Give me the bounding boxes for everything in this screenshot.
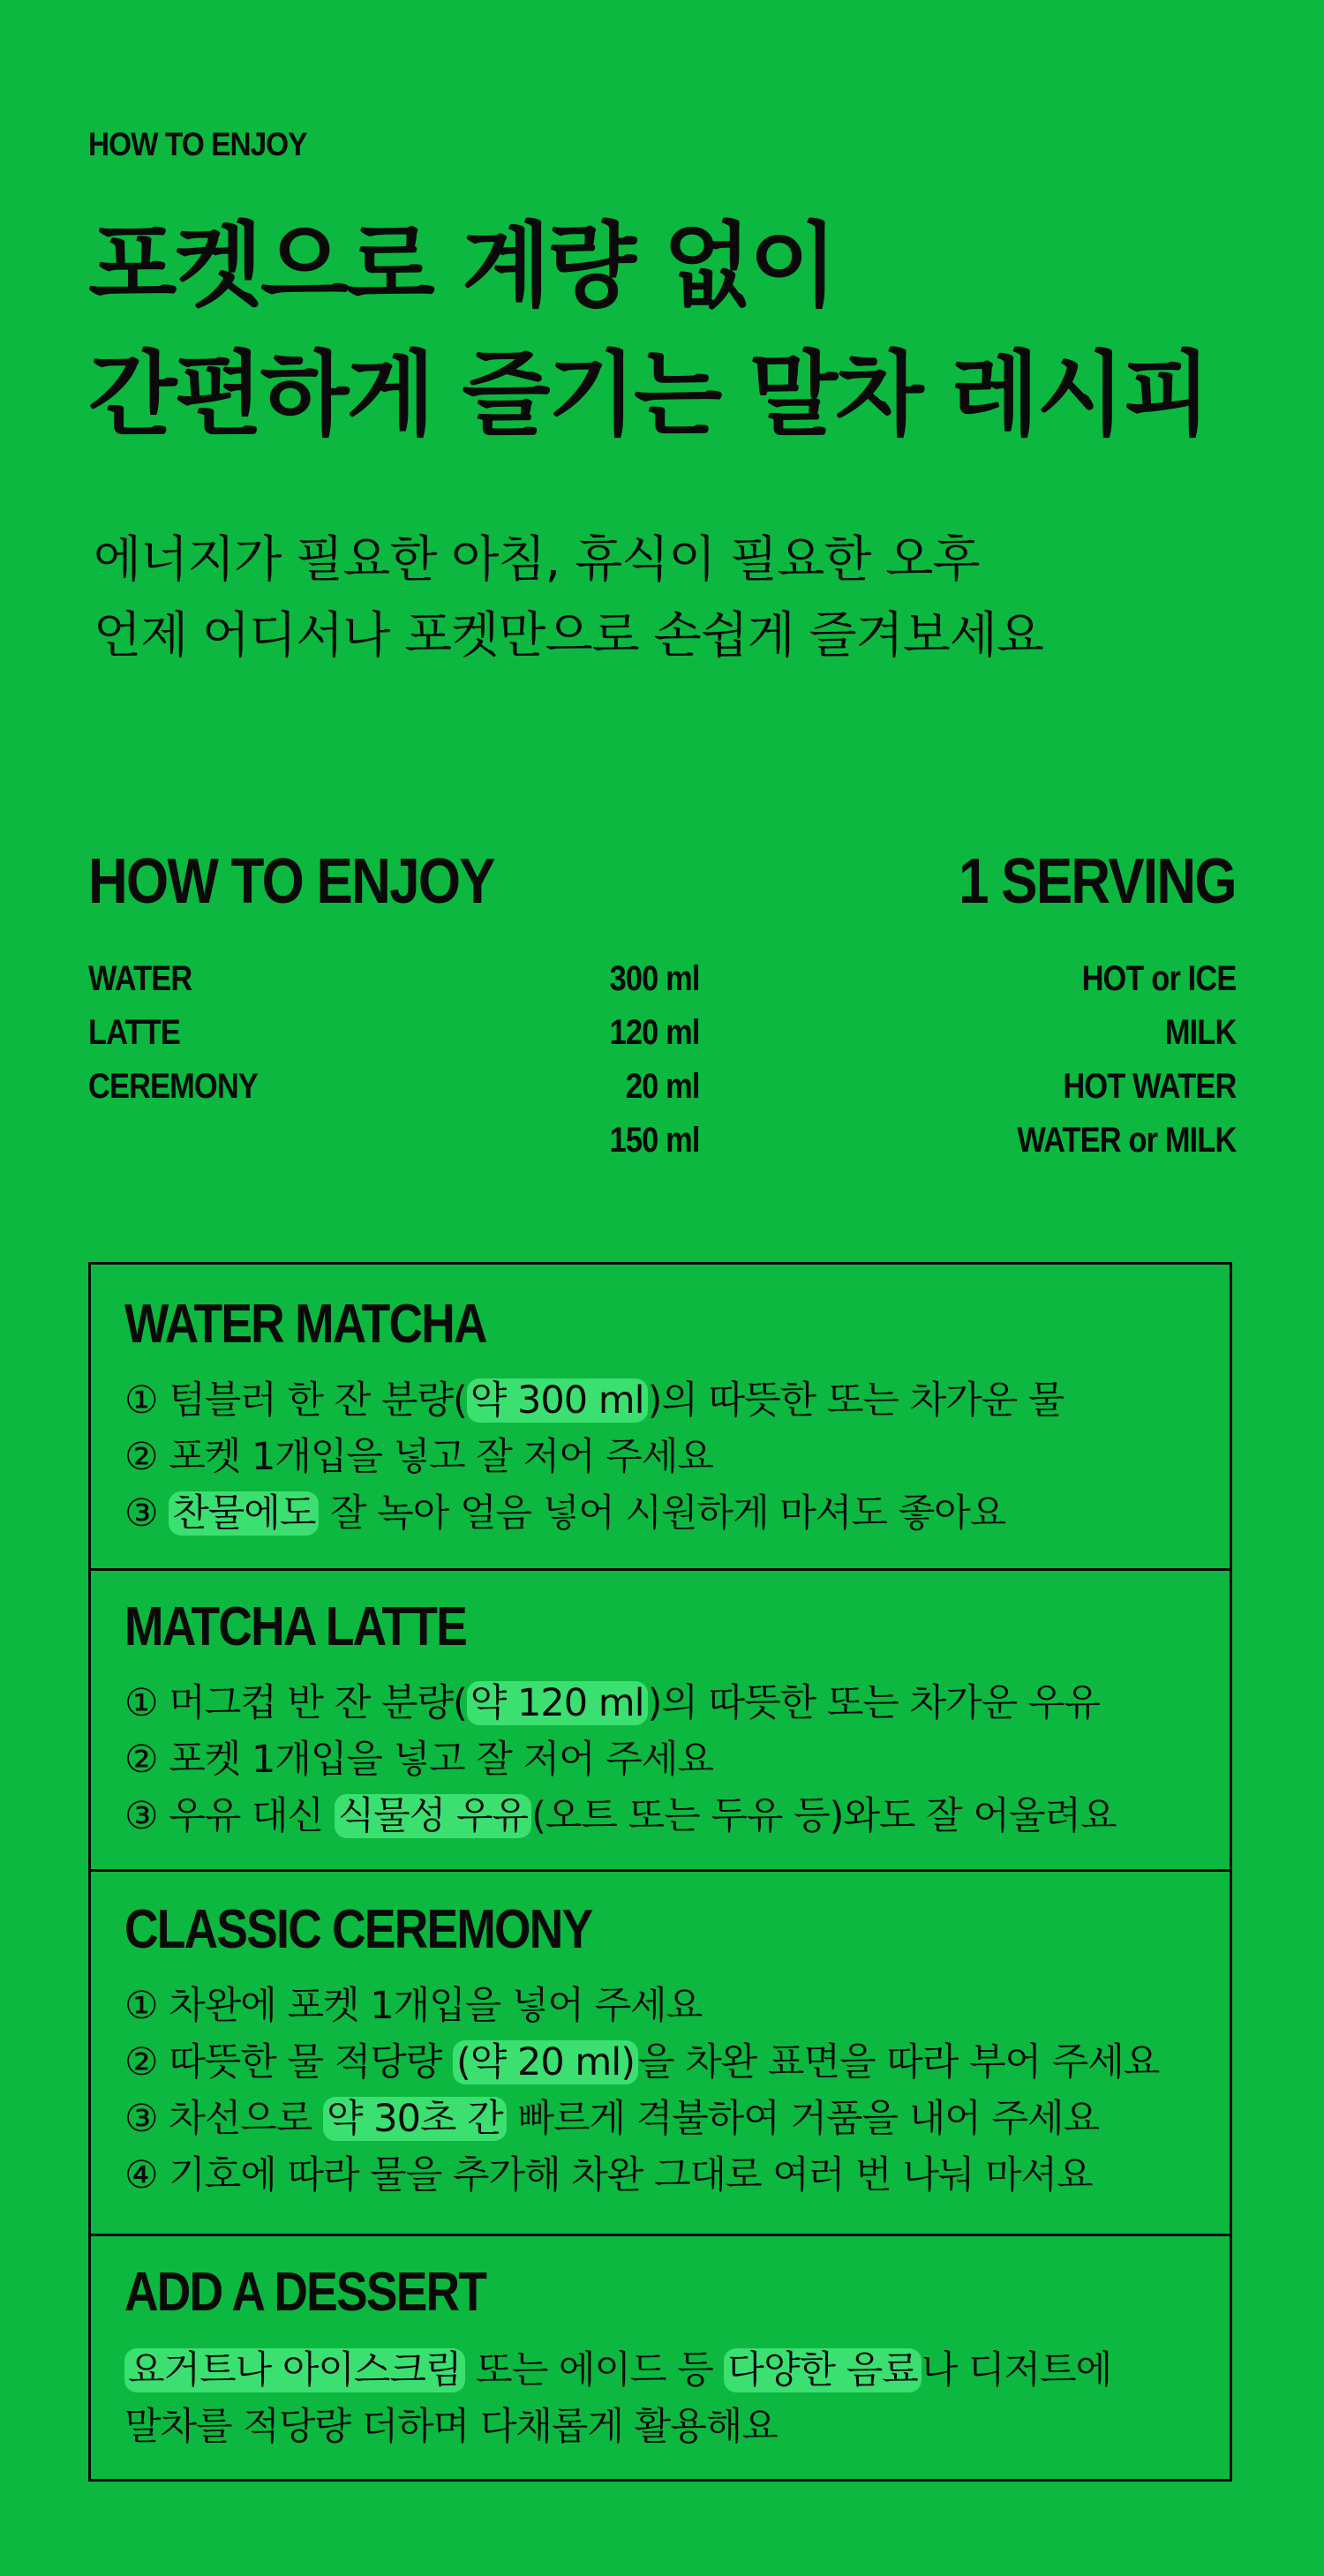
serving-note: HOT or ICE bbox=[1081, 959, 1236, 998]
recipe-steps bbox=[124, 1675, 1117, 1844]
step-text: 빠르게 격불하여 거품을 내어 주세요 bbox=[506, 2097, 1100, 2141]
recipe-box bbox=[88, 1262, 1232, 2482]
serving-title: 1 SERVING bbox=[959, 846, 1236, 917]
serving-name: WATER bbox=[88, 959, 192, 998]
recipe-title: MATCHA LATTE bbox=[124, 1596, 467, 1657]
step-highlight: 약 120 ml bbox=[467, 1681, 648, 1725]
step-text: 또는 에이드 등 bbox=[464, 2348, 725, 2392]
recipe-steps bbox=[124, 1372, 1064, 1542]
serving-names-column bbox=[88, 952, 258, 1168]
step-text: ③ 차선으로 bbox=[124, 2097, 324, 2141]
intro-line-2: 언제 어디서나 포켓만으로 손쉽게 즐겨보세요 bbox=[94, 607, 1044, 665]
recipe-step bbox=[124, 1731, 1117, 1788]
serving-amount: 20 ml bbox=[626, 1067, 700, 1106]
step-highlight: 식물성 우유 bbox=[335, 1794, 531, 1838]
serving-note: WATER or MILK bbox=[1016, 1121, 1236, 1160]
recipe-step bbox=[124, 1978, 1159, 2034]
eyebrow-label: HOW TO ENJOY bbox=[88, 126, 307, 162]
step-text: ① 텀블러 한 잔 분량( bbox=[124, 1378, 467, 1423]
step-text: ② 포켓 1개입을 넣고 잘 저어 주세요 bbox=[124, 1738, 713, 1782]
recipe-step bbox=[124, 1485, 1064, 1542]
step-text: )의 따뜻한 또는 차가운 우유 bbox=[647, 1681, 1100, 1725]
step-text: 을 차완 표면을 따라 부어 주세요 bbox=[637, 2040, 1160, 2084]
step-text: 나 디저트에 bbox=[921, 2348, 1112, 2392]
serving-note: MILK bbox=[1164, 1013, 1236, 1052]
recipe-card-classic-ceremony bbox=[91, 1869, 1230, 2234]
step-text: ① 차완에 포켓 1개입을 넣어 주세요 bbox=[124, 1984, 703, 2028]
serving-name: LATTE bbox=[88, 1013, 180, 1052]
serving-name: CEREMONY bbox=[88, 1067, 258, 1106]
how-to-enjoy-title: HOW TO ENJOY bbox=[88, 846, 494, 917]
recipe-step bbox=[124, 2147, 1159, 2204]
serving-amount: 150 ml bbox=[610, 1121, 700, 1160]
recipe-step bbox=[124, 2091, 1159, 2147]
headline-line-2: 간편하게 즐기는 말차 레시피 bbox=[88, 341, 1209, 448]
step-text: 말차를 적당량 더하며 다채롭게 활용해요 bbox=[124, 2405, 778, 2449]
step-text: 잘 녹아 얼음 넣어 시원하게 마셔도 좋아요 bbox=[319, 1491, 1006, 1536]
headline-line-1: 포켓으로 계량 없이 bbox=[88, 212, 836, 319]
step-text: ③ bbox=[124, 1491, 169, 1536]
recipe-step bbox=[124, 1788, 1117, 1844]
recipe-card-water-matcha bbox=[91, 1265, 1230, 1568]
recipe-title: WATER MATCHA bbox=[124, 1294, 486, 1355]
step-highlight: 요거트나 아이스크림 bbox=[124, 2348, 465, 2392]
recipe-step bbox=[124, 2399, 1111, 2455]
recipe-step bbox=[124, 1372, 1064, 1429]
step-text: ④ 기호에 따라 물을 추가해 차완 그대로 여러 번 나눠 마셔요 bbox=[124, 2153, 1093, 2197]
recipe-title: ADD A DESSERT bbox=[124, 2262, 486, 2323]
step-text: ② 포켓 1개입을 넣고 잘 저어 주세요 bbox=[124, 1435, 713, 1479]
recipe-card-add-dessert bbox=[91, 2234, 1230, 2479]
recipe-card-matcha-latte bbox=[91, 1568, 1230, 1869]
intro-line-1: 에너지가 필요한 아침, 휴식이 필요한 오후 bbox=[94, 531, 980, 589]
serving-amount: 120 ml bbox=[610, 1013, 700, 1052]
step-text: ② 따뜻한 물 적당량 bbox=[124, 2040, 453, 2084]
step-text: ③ 우유 대신 bbox=[124, 1794, 335, 1838]
step-highlight: 약 300 ml bbox=[467, 1378, 648, 1423]
recipe-steps bbox=[124, 2342, 1111, 2455]
serving-amounts-column bbox=[610, 952, 700, 1168]
recipe-title: CLASSIC CEREMONY bbox=[124, 1899, 592, 1960]
step-text: (오트 또는 두유 등)와도 잘 어울려요 bbox=[531, 1794, 1117, 1838]
step-highlight: 찬물에도 bbox=[169, 1491, 319, 1536]
serving-notes-column bbox=[1017, 952, 1236, 1168]
step-text: )의 따뜻한 또는 차가운 물 bbox=[647, 1378, 1064, 1423]
recipe-steps bbox=[124, 1978, 1159, 2204]
step-highlight: 약 30초 간 bbox=[323, 2097, 507, 2141]
page-headline bbox=[88, 201, 1208, 459]
recipe-step bbox=[124, 2034, 1159, 2091]
recipe-step bbox=[124, 1429, 1064, 1485]
serving-note: HOT WATER bbox=[1062, 1067, 1236, 1106]
serving-amount: 300 ml bbox=[610, 959, 700, 998]
recipe-step bbox=[124, 2342, 1111, 2399]
step-text: ① 머그컵 반 잔 분량( bbox=[124, 1681, 467, 1725]
serving-name bbox=[88, 1114, 258, 1168]
intro-text bbox=[94, 522, 1043, 674]
step-highlight: (약 20 ml) bbox=[453, 2040, 638, 2084]
step-highlight: 다양한 음료 bbox=[724, 2348, 921, 2392]
recipe-step bbox=[124, 1675, 1117, 1731]
